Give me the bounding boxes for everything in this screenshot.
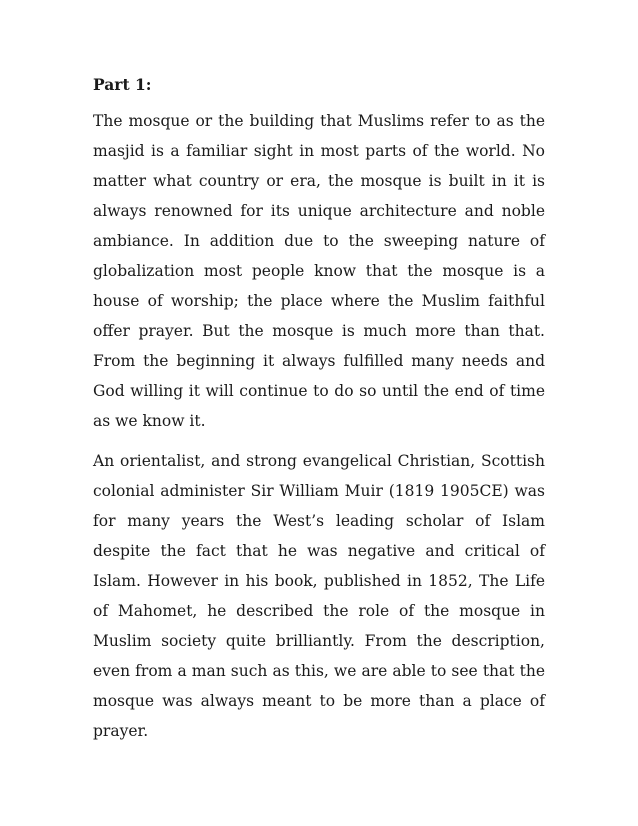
section-heading: Part 1:	[93, 75, 152, 94]
paragraph-1: The mosque or the building that Muslims refer to as the masjid is a familiar sight in most parts of the world. No matter what country or era, the mosque is built in it is always renowned for its unique architecture and noble ambiance. In addition due to the sweeping nature of globalization most people know that the mosque is a house of worship; the place where the Muslim faithful offer prayer. But the mosque is much more than that. From the beginning it always fulfilled many needs and God willing it will continue to do so until the end of time as we know it.	[93, 112, 545, 430]
paragraph-2: An orientalist, and strong evangelical Christian, Scottish colonial administer Sir William Muir (1819 1905CE) was for many years the West’s leading scholar of Islam despite the fact that he was negative and critical of Islam. However in his book, published in 1852, The Life of Mahomet, he described the role of the mosque in Muslim society quite brilliantly. From the description, even from a man such as this, we are able to see that the mosque was always meant to be more than a place of prayer.	[93, 452, 545, 740]
document-body	[93, 74, 545, 756]
